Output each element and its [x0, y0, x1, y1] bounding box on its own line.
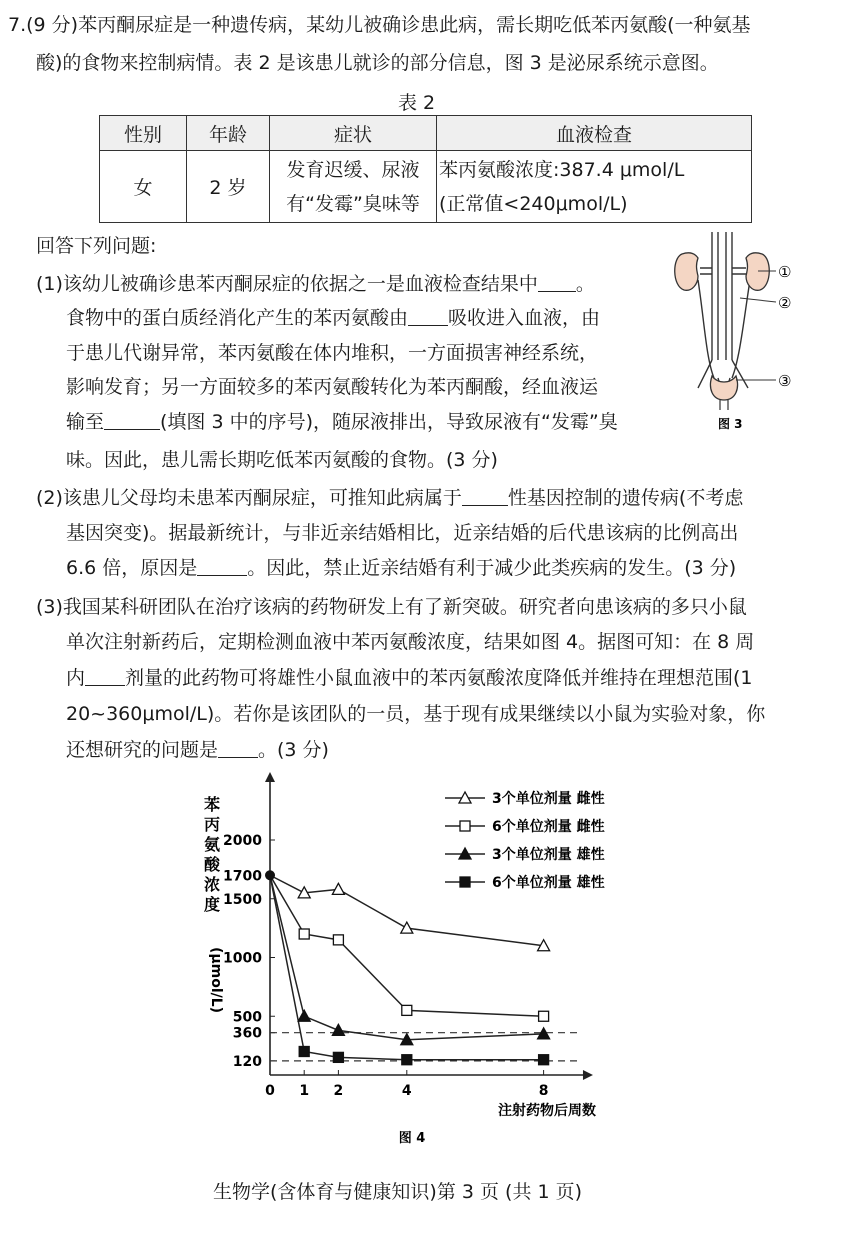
answer-blank	[197, 557, 247, 576]
data-point	[332, 1024, 344, 1035]
concentration-chart	[190, 770, 640, 1150]
legend-label: 6个单位剂量 雄性	[492, 875, 605, 891]
x-tick-label: 1	[299, 1083, 310, 1099]
answer-blank	[408, 307, 448, 326]
series-line-2	[270, 875, 544, 1016]
q1-line-6: 味。因此，患儿需长期吃低苯丙氨酸的食物。(3 分)	[66, 449, 498, 471]
answer-blank	[218, 739, 258, 758]
table-header: 症状	[270, 116, 437, 151]
q1-text: 吸收进入血液，由	[448, 307, 601, 329]
q3-text: 还想研究的问题是	[66, 739, 219, 761]
data-point	[299, 929, 309, 939]
y-label-char: 丙	[203, 815, 221, 834]
legend-marker	[460, 821, 470, 831]
y-axis-arrow	[265, 772, 275, 782]
y-axis-label	[204, 795, 224, 1013]
q1-line-3: 于患儿代谢异常，苯丙氨酸在体内堆积，一方面损害神经系统，	[66, 342, 599, 364]
table-2	[99, 115, 752, 223]
q3-text: 内	[66, 667, 86, 689]
legend-marker	[460, 877, 470, 887]
y-label-char: 苯	[203, 795, 221, 814]
start-point	[265, 870, 275, 880]
table-cell-age: 2 岁	[187, 151, 270, 223]
q1-text: 输至	[66, 411, 105, 433]
figure3-label-2: ②	[778, 294, 792, 312]
q3-line-1: (3)我国某科研团队在治疗该病的药物研发上有了新突破。研究者向患该病的多只小鼠	[36, 596, 747, 618]
legend-label: 3个单位剂量 雄性	[492, 847, 605, 863]
figure4-caption: 图 4	[398, 1131, 426, 1146]
y-tick-label: 1500	[223, 891, 262, 908]
bladder	[711, 376, 738, 400]
q1-text: (1)该幼儿被确诊患苯丙酮尿症的依据之一是血液检查结果中	[36, 273, 538, 295]
q2-line-1	[36, 486, 743, 510]
q2-text: 6.6 倍，原因是	[66, 557, 198, 579]
q3-text: 。(3 分)	[258, 739, 329, 761]
chart-legend	[445, 790, 605, 891]
y-tick-label: 500	[232, 1009, 262, 1026]
answer-blank	[538, 273, 576, 292]
right-kidney	[746, 253, 769, 291]
data-point	[401, 922, 413, 933]
y-label-char: 度	[203, 895, 221, 914]
figure3-label-3: ③	[778, 372, 792, 390]
q3-line-4: 20~360μmol/L)。若你是该团队的一员，基于现有成果继续以小鼠为实验对象，你	[66, 703, 766, 725]
x-tick-label: 2	[333, 1083, 344, 1099]
y-label-char: 氨	[203, 835, 221, 854]
q1-text: 。	[575, 273, 595, 295]
answer-blank	[462, 487, 508, 506]
q1-line-4: 影响发育；另一方面较多的苯丙氨酸转化为苯丙酮酸，经血液运	[66, 376, 599, 398]
figure3-caption: 图 3	[718, 417, 743, 431]
x-tick-label: 8	[538, 1083, 549, 1099]
table-header: 年龄	[187, 116, 270, 151]
y-label-char: 酸	[203, 855, 221, 874]
q2-line-3	[66, 556, 736, 580]
q1-text: (填图 3 中的序号)，随尿液排出，导致尿液有“发霉”臭	[160, 411, 618, 433]
table-cell-blood: 苯丙氨酸浓度:387.4 μmol/L	[439, 158, 685, 181]
q2-text: 。因此，禁止近亲结婚有利于减少此类疾病的发生。(3 分)	[247, 557, 737, 579]
q2-text: 性基因控制的遗传病(不考虑	[507, 487, 744, 509]
table-caption: 表 2	[398, 92, 436, 114]
y-label-unit: (μmol/L)	[208, 946, 224, 1014]
y-tick-label: 360	[232, 1025, 262, 1042]
q1-line-2	[66, 306, 600, 330]
y-label-char: 浓	[203, 875, 221, 894]
q2-line-2: 基因突变)。据最新统计，与非近亲结婚相比，近亲结婚的后代患该病的比例高出	[66, 522, 739, 544]
figure3-label-1: ①	[778, 263, 792, 281]
x-axis-label: 注射药物后周数	[498, 1103, 596, 1119]
q2-text: (2)该患儿父母均未患苯丙酮尿症，可推知此病属于	[36, 487, 462, 509]
series-line-4	[270, 875, 544, 1059]
data-point	[298, 1010, 310, 1021]
table-cell-symptom: 有“发霉”臭味等	[286, 192, 420, 215]
table-cell-sex: 女	[100, 151, 187, 223]
table-header: 血液检查	[437, 116, 752, 151]
data-point	[299, 1047, 309, 1057]
x-tick-label: 0	[265, 1083, 275, 1099]
data-point	[333, 1052, 343, 1062]
y-tick-label: 120	[232, 1053, 262, 1070]
left-kidney	[675, 253, 698, 291]
urinary-system-figure	[668, 228, 820, 438]
table-cell-blood: (正常值<240μmol/L)	[439, 192, 628, 215]
data-point	[539, 1011, 549, 1021]
answer-blank	[85, 667, 125, 686]
page-footer: 生物学(含体育与健康知识)第 3 页 (共 1 页)	[213, 1181, 583, 1203]
data-point	[539, 1055, 549, 1065]
q3-text: 剂量的此药物可将雄性小鼠血液中的苯丙氨酸浓度降低并维持在理想范围(1	[125, 667, 753, 689]
q1-text: 食物中的蛋白质经消化产生的苯丙氨酸由	[66, 307, 409, 329]
question-line-1: 7.(9 分)苯丙酮尿症是一种遗传病，某幼儿被确诊患此病，需长期吃低苯丙氨酸(一种氨基	[8, 14, 751, 36]
table-cell-symptom: 发育迟缓、尿液	[286, 158, 420, 181]
data-point	[332, 883, 344, 894]
q3-line-2: 单次注射新药后，定期检测血液中苯丙氨酸浓度，结果如图 4。据图可知：在 8 周	[66, 631, 755, 653]
answer-prompt: 回答下列问题:	[36, 235, 157, 257]
question-line-2: 酸)的食物来控制病情。表 2 是该患儿就诊的部分信息，图 3 是泌尿系统示意图。	[36, 52, 719, 74]
answer-blank	[104, 411, 160, 430]
q1-line-5	[66, 410, 618, 434]
table-header: 性别	[100, 116, 187, 151]
q1-line-1	[36, 272, 595, 296]
data-point	[333, 935, 343, 945]
data-point	[402, 1005, 412, 1015]
data-point	[402, 1055, 412, 1065]
legend-label: 3个单位剂量 雌性	[492, 791, 605, 807]
y-tick-label: 1700	[223, 868, 262, 885]
y-tick-label: 2000	[223, 833, 262, 849]
legend-label: 6个单位剂量 雌性	[492, 819, 605, 835]
q3-line-3	[66, 666, 753, 690]
y-tick-label: 1000	[223, 950, 262, 967]
q3-line-5	[66, 738, 329, 762]
x-tick-label: 4	[401, 1083, 412, 1099]
x-axis-arrow	[583, 1070, 593, 1080]
